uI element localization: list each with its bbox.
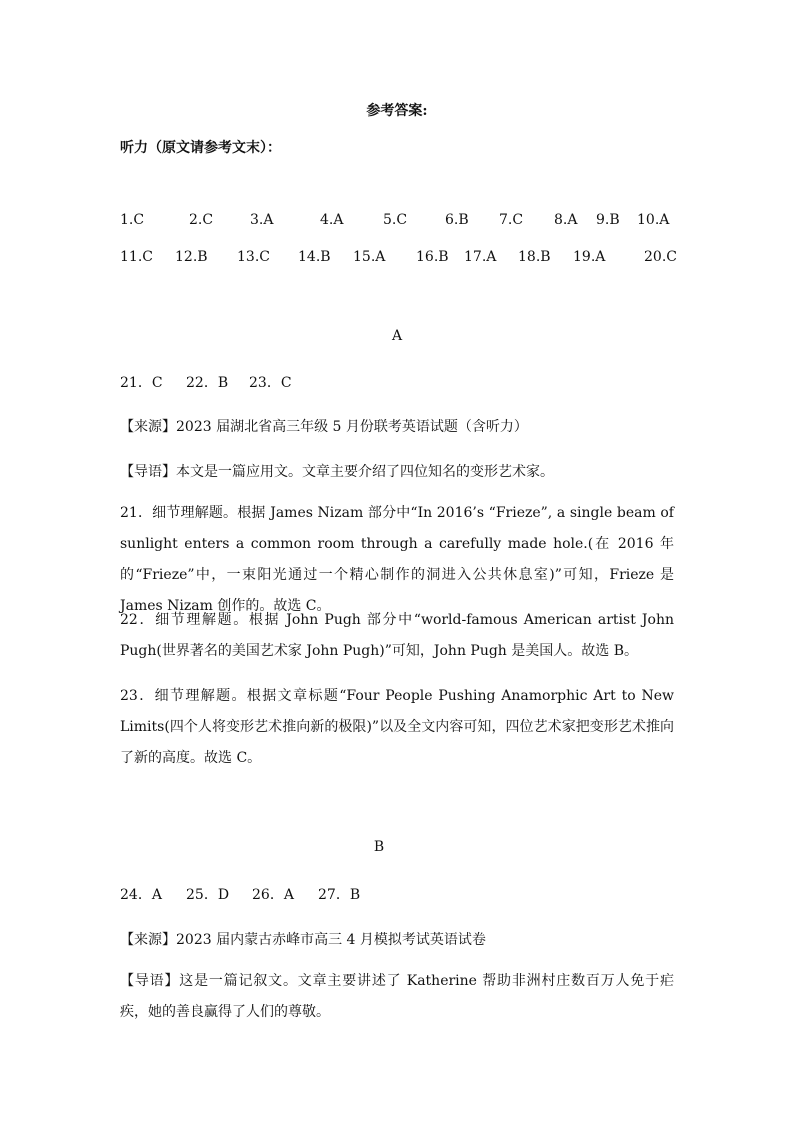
listening-answers-row-1 — [0, 212, 794, 232]
listening-answer: 18.B — [518, 249, 551, 265]
listening-answer: 8.A — [554, 212, 578, 228]
section-a-letter: A — [391, 328, 403, 344]
section-b-letter: B — [373, 839, 385, 855]
listening-answer: 7.C — [499, 212, 524, 228]
section-a-q23-explanation: 23．细节理解题。根据文章标题“Four People Pushing Anamorphic Art to New Limits(四个人将变形艺术推向新的极限)”以及全文内容可知，四位艺术家把变形艺术推向了新的高度。故选 C。 — [120, 688, 674, 766]
listening-answer: 14.B — [298, 249, 331, 265]
listening-answer: 3.A — [250, 212, 274, 228]
section-a-answer: 22．B — [186, 375, 229, 391]
section-a-answer: 21．C — [120, 375, 163, 391]
page-title: 参考答案: — [366, 103, 428, 119]
listening-answer: 5.C — [383, 212, 408, 228]
listening-answer: 20.C — [644, 249, 677, 265]
section-b-answer: 27．B — [318, 887, 361, 903]
section-b-answer: 26．A — [252, 887, 294, 903]
section-a-source: 【来源】2023 届湖北省高三年级 5 月份联考英语试题（含听力） — [120, 419, 528, 435]
section-a-guide: 【导语】本文是一篇应用文。文章主要介绍了四位知名的变形艺术家。 — [120, 464, 554, 480]
section-a-answer: 23．C — [249, 375, 292, 391]
listening-answer: 9.B — [596, 212, 620, 228]
listening-answer: 11.C — [120, 249, 153, 265]
section-a-q22-explanation: 22．细节理解题。根据 John Pugh 部分中“world-famous American artist John Pugh(世界著名的美国艺术家 John Pugh)”可知，John Pugh 是美国人。故选 B。 — [120, 612, 674, 659]
listening-answers-row-2 — [0, 249, 794, 269]
listening-answer: 17.A — [464, 249, 497, 265]
section-a-q21-explanation: 21．细节理解题。根据 James Nizam 部分中“In 2016’s “Frieze”, a single beam of sunlight enters a common room through a carefully made hole.(在 2016 年的“Frieze”中，一束阳光通过一个精心制作的洞进入公共休息室)”可知，Frieze 是 James Nizam 创作的。故选 C。 — [120, 505, 674, 614]
listening-answer: 15.A — [353, 249, 386, 265]
listening-answer: 6.B — [445, 212, 469, 228]
listening-answer: 1.C — [120, 212, 145, 228]
listening-answer: 4.A — [320, 212, 344, 228]
listening-heading: 听力（原文请参考文末）： — [120, 140, 281, 156]
listening-answer: 12.B — [175, 249, 208, 265]
section-b-guide: 【导语】这是一篇记叙文。文章主要讲述了 Katherine 帮助非洲村庄数百万人免于疟疾，她的善良赢得了人们的尊敬。 — [120, 973, 674, 1020]
listening-answer: 10.A — [637, 212, 670, 228]
section-b-answer: 25．D — [186, 887, 230, 903]
listening-answer: 13.C — [237, 249, 270, 265]
listening-answer: 2.C — [189, 212, 214, 228]
listening-answer: 16.B — [416, 249, 449, 265]
section-b-source: 【来源】2023 届内蒙古赤峰市高三 4 月模拟考试英语试卷 — [120, 932, 486, 948]
listening-answer: 19.A — [573, 249, 606, 265]
section-b-answer: 24．A — [120, 887, 162, 903]
